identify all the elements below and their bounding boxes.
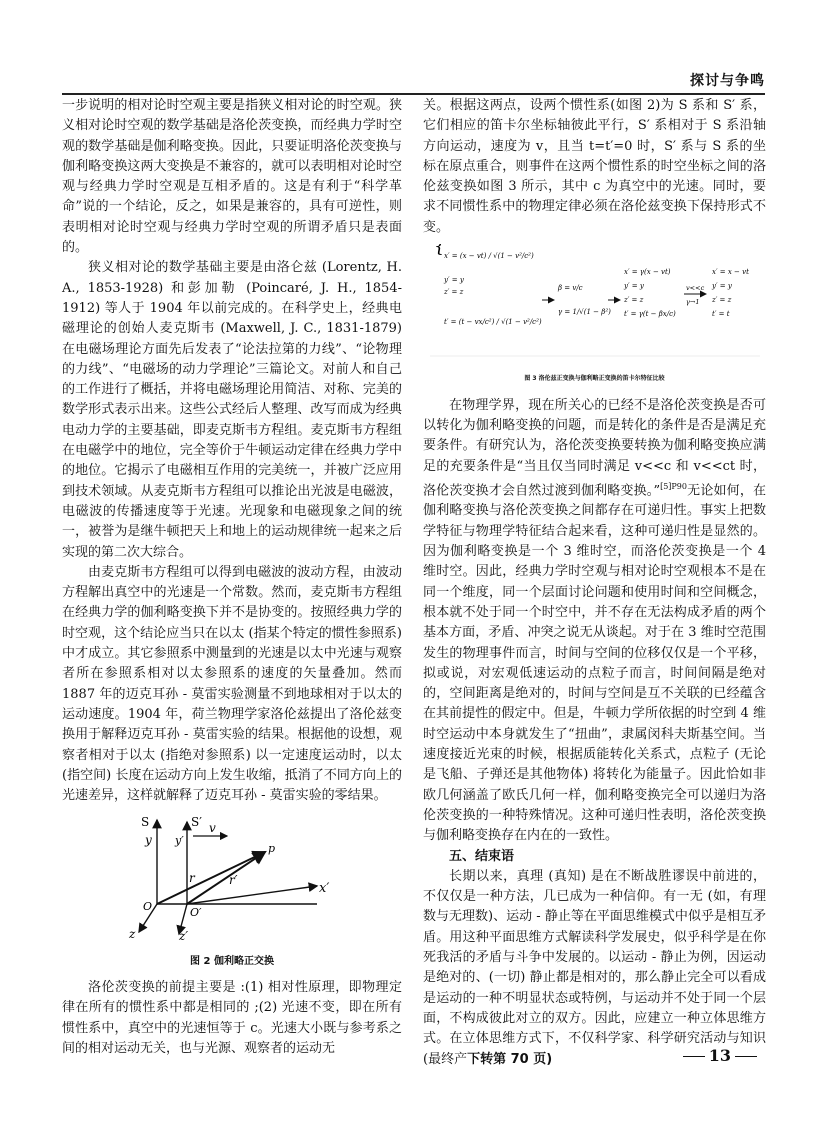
r-vector	[157, 852, 265, 904]
rp-vector	[187, 852, 265, 904]
label-Op: O′	[190, 906, 202, 920]
header-rule	[62, 93, 765, 95]
gamma-form-1: x′ = γ(x − vt)	[623, 268, 671, 277]
figure-3-caption: 图 3 洛伦兹正变换与伽利略正变换的笛卡尔特征比较	[524, 375, 665, 383]
label-p: p	[268, 842, 276, 856]
figure-2-diagram	[117, 812, 347, 942]
lorentz-eq-3: z′ = z	[443, 288, 463, 297]
citation: [5]P90	[660, 481, 687, 491]
paragraph: 一步说明的相对论时空观主要是指狭义相对论的时空观。狭义相对论时空观的数学基础是洛伦茨变换，而经典力学时空观的数学基础是伽利略变换。因此，只要证明洛伦茨变换与伽利略变换这两大变换是不兼容的，就可以表明相对论时空观与经典力学时空观是互相矛盾的。这是有利于“科学革命”说的一个结论，反之，如果是兼容的，具有可逆性，则表明相对论时空观与经典力学时空观的所谓矛盾只是表面的。	[62, 98, 402, 256]
section-title: 五、结束语	[449, 848, 515, 864]
figure-3-diagram	[430, 244, 760, 362]
paragraph-text: 无论如何，在伽利略变换与洛伦茨变换之间都存在可递归性。事实上把数学特征与物理学特征结合起来看，这种可递归性是显然的。因为伽利略变换是一个 3 维时空，而洛伦茨变换是一个 4 维时空。因此，经典力学时空观与相对论时空观根本不是在同一个维度，同一个层面讨论问题和使用时间和空间概念，根本就不处于同一个时空中，并不存在无法构成矛盾的两个基本方面，矛盾、冲突之说无从谈起。对于在 3 维时空范围发生的物理事件而言，时间与空间的位移仅仅是一个平移，拟或说，对宏观低速运动的点粒子而言，时间间隔是绝对的，空间距离是绝对的，时间与空间是互不关联的已经蕴含在其前提性的假定中。但是，牛顿力学所依据的时空到 4 维时空运动中本身就发生了“扭曲”，隶属闵科夫斯基空间。当速度接近光束的时候，根据质能转化关系式，点粒子 (无论是飞船、子弹还是其他物体) 将转化为能量子。因此恰如非欧几何涵盖了欧氏几何一样，伽利略变换完全可以递归为洛伦茨变换的一种特殊情况。这种可递归性表明，洛伦茨变换与伽利略变换存在内在的一致性。	[423, 483, 766, 844]
page-dash	[683, 1056, 705, 1057]
continuation-note: 下转第 70 页)	[467, 1051, 553, 1067]
gamma-form-4: t′ = γ(t − βx/c)	[623, 310, 676, 319]
label-O: O	[143, 900, 153, 914]
cond-1: v<<c	[685, 284, 704, 293]
figure-2	[62, 812, 402, 972]
beta-eq: β = v/c	[557, 284, 583, 293]
galileo-eq-1: x′ = x − vt	[711, 268, 749, 277]
paragraph: 由麦克斯韦方程组可以得到电磁波的波动方程，由波动方程解出真空中的光速是一个常数。然而，麦克斯韦方程组在经典力学的伽利略变换下并不是协变的。按照经典力学的时空观，这个结论应当只在以太 (指某个特定的惯性参照系) 中才成立。其它参照系中测量到的光速是以太中光速与观察者所在参照系相对以太参照系的速度的矢量叠加。然而 1887 年的迈克耳孙 - 莫雷实验测量不到地球相对于以太的运动速度。1904 年，荷兰物理学家洛伦兹提出了洛伦兹变换用于解释迈克耳孙 - 莫雷实验的结果。根据他的设想，观察者相对于以太 (指绝对参照系) 以一定速度运动时，以太 (指空间) 长度在运动方向上发生收缩，抵消了不同方向上的光速差异，这样就解释了迈克耳孙 - 莫雷实验的零结果。	[62, 564, 402, 804]
paragraph	[423, 396, 766, 847]
paragraph: 狭义相对论的数学基础主要是由洛仑兹 (Lorentz, H. A., 1853-1928) 和彭加勒 (Poincaré, J. H., 1854-1912) 等人于 1904 年以前完成的。在科学史上，经典电磁理论的创始人麦克斯韦 (Maxwell, J. C., 1831-1879) 在电磁场理论方面先后发表了“论法拉第的力线”、“论物理的力线”、“电磁场的动力学理论”三篇论文。对前人和自己的工作进行了概括，并将电磁场理论用简洁、对称、完美的数学形式表示出来。这些公式经后人整理、改写而成为经典电动力学的主要基础，即麦克斯韦方程组。麦克斯韦方程组在电磁学中的地位，完全等价于牛顿运动定律在经典力学中的地位。它揭示了电磁相互作用的完美统一，并被广泛应用到技术领域。从麦克斯韦方程组可以推论出光波是电磁波，电磁波的传播速度等于光速。光现象和电磁现象之间的统一，被誉为是继牛顿把天上和地上的运动规律统一起来之后实现的第二次大综合。	[62, 260, 402, 560]
label-z: z	[129, 927, 136, 942]
label-S: S	[141, 815, 150, 830]
left-column	[62, 96, 402, 1059]
figure-2-caption: 图 2 伽利略正交换	[190, 955, 274, 967]
label-zp: z′	[179, 929, 189, 943]
cond-2: γ→1	[685, 298, 699, 307]
galileo-eq-3: z′ = z	[711, 296, 731, 305]
label-rp: r′	[229, 873, 238, 888]
page-number-text: 13	[708, 1046, 731, 1065]
lorentz-eq-2: y′ = y	[443, 276, 464, 285]
lorentz-eq-1: x′ = (x − vt) / √(1 − v²/c²)	[443, 252, 534, 261]
galileo-eq-4: t′ = t	[711, 310, 730, 319]
paragraph: 关。根据这两点，设两个惯性系(如图 2)为 S 系和 S′ 系，它们相应的笛卡尔坐标轴彼此平行，S′ 系相对于 S 系沿轴方向运动，速度为 v，且当 t=t′=0 时，S′ 系与 S 系的坐标在原点重合，则事件在这两个惯性系的时空坐标之间的洛伦兹变换如图 3 所示，其中 c 为真空中的光速。同时，要求不同惯性系中的物理定律必须在洛伦兹变换下保持形式不变。	[423, 98, 766, 235]
brace-left: {	[433, 244, 445, 258]
galileo-eq-2: y′ = y	[711, 282, 732, 291]
label-Sp: S′	[191, 815, 202, 830]
label-r: r	[189, 871, 195, 886]
right-column	[423, 96, 766, 1070]
xp-axis	[187, 886, 317, 904]
gamma-form-3: z′ = z	[623, 296, 643, 305]
label-xp: x′	[319, 881, 330, 897]
figure-3	[423, 244, 766, 390]
gamma-form-2: y′ = y	[623, 282, 644, 291]
label-y: y	[145, 833, 152, 848]
label-yp: y′	[175, 834, 184, 848]
paragraph: 洛伦茨变换的前提主要是 :(1) 相对性原理，即物理定律在所有的惯性系中都是相同的 ;(2) 光速不变，即在所有惯性系中，真空中的光速恒等于 c。光速大小既与参考系之间的相对运动无关，也与光源、观察者的运动无	[62, 979, 402, 1056]
page-dash	[735, 1056, 757, 1057]
section-header-tag: 探讨与争鸣	[690, 73, 765, 89]
lorentz-eq-4: t′ = (t − vx/c²) / √(1 − v²/c²)	[443, 318, 542, 327]
page-number	[679, 1046, 761, 1065]
paragraph	[423, 867, 766, 1070]
paragraph-text: 长期以来，真理 (真知) 是在不断战胜谬误中前进的，不仅仅是一种方法，几已成为一种信仰。有一无 (如，有理数与无理数)、运动 - 静止等在平面思维模式中似乎是相互矛盾。用这种平面思维方式解读科学发展史，似乎科学是在你死我活的矛盾与斗争中发展的。以运动 - 静止为例，因运动是绝对的、(一切) 静止都是相对的，那么静止完全可以看成是运动的一种不明显状态或特例，与运动并不处于同一个层面，不构成彼此对立的双方。因此，应建立一种立体思维方式。在立体思维方式下，不仅科学家、科学研究活动与知识 (最终产	[423, 868, 766, 1067]
gamma-eq: γ = 1/√(1 − β²)	[557, 308, 611, 317]
paragraph-text: 在物理学界，现在所关心的已经不是洛伦茨变换是否可以转化为伽利略变换的问题，而是转化的条件是否是满足充要条件。有研究认为，洛伦茨变换要转换为伽利略变换应满足的充要条件是“当且仅当同时满足 v<<c 和 v<<ct 时，洛伦茨变换才会自然过渡到伽利略变换。”	[423, 397, 766, 499]
label-v: v	[209, 821, 216, 836]
